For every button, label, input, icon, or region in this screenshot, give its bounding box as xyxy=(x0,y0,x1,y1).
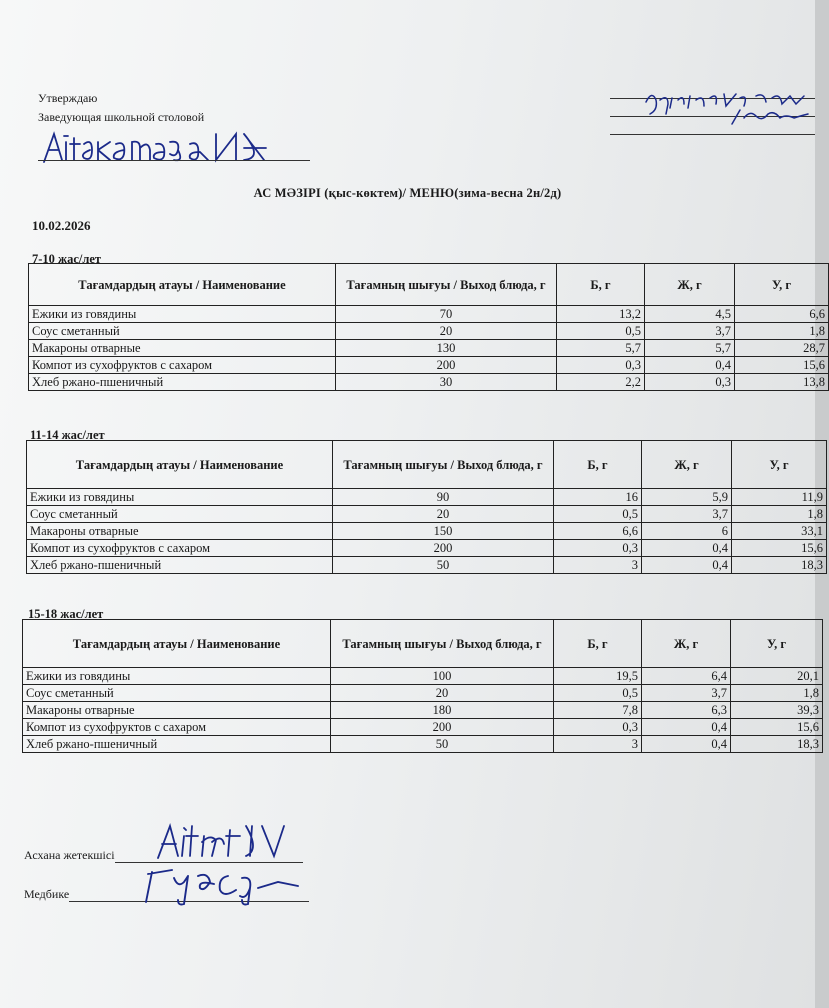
col-header-protein: Б, г xyxy=(554,620,642,668)
dish-name: Компот из сухофруктов с сахаром xyxy=(23,719,331,736)
approver-signature xyxy=(40,128,315,168)
menu-table-11-14 xyxy=(26,440,827,574)
dish-fat: 3,7 xyxy=(645,323,735,340)
dish-fat: 3,7 xyxy=(642,685,731,702)
dish-protein: 6,6 xyxy=(554,523,642,540)
dish-name: Соус сметанный xyxy=(29,323,336,340)
approval-block xyxy=(38,89,204,127)
approver-position: Заведующая школьной столовой xyxy=(38,110,205,124)
col-header-fat: Ж, г xyxy=(642,620,731,668)
dish-fat: 6,3 xyxy=(642,702,731,719)
dish-output: 200 xyxy=(331,719,554,736)
dish-protein: 0,3 xyxy=(554,540,642,557)
dish-name: Компот из сухофруктов с сахаром xyxy=(29,357,336,374)
dish-output: 20 xyxy=(336,323,557,340)
dish-carbs: 28,7 xyxy=(735,340,829,357)
table-row xyxy=(29,306,829,323)
dish-carbs: 20,1 xyxy=(731,668,823,685)
dish-output: 70 xyxy=(336,306,557,323)
dish-name: Ежики из говядины xyxy=(29,306,336,323)
dish-protein: 5,7 xyxy=(557,340,645,357)
table-row xyxy=(23,736,823,753)
dish-carbs: 15,6 xyxy=(735,357,829,374)
dish-protein: 13,2 xyxy=(557,306,645,323)
col-header-output: Тағамның шығуы / Выход блюда, г xyxy=(333,441,554,489)
dish-carbs: 11,9 xyxy=(732,489,827,506)
dish-carbs: 39,3 xyxy=(731,702,823,719)
menu-title: АС МӘЗІРІ (қыс-көктем)/ МЕНЮ(зима-весна 2н/2д) xyxy=(253,186,562,200)
dish-carbs: 15,6 xyxy=(732,540,827,557)
age-group-label: 11-14 жас/лет xyxy=(30,428,105,442)
dish-protein: 0,5 xyxy=(557,323,645,340)
col-header-output: Тағамның шығуы / Выход блюда, г xyxy=(336,264,557,306)
table-row xyxy=(27,523,827,540)
dish-name: Ежики из говядины xyxy=(23,668,331,685)
dish-name: Макароны отварные xyxy=(27,523,333,540)
menu-table-15-18 xyxy=(22,619,823,753)
col-header-carbs: У, г xyxy=(731,620,823,668)
dish-carbs: 6,6 xyxy=(735,306,829,323)
dish-protein: 0,5 xyxy=(554,685,642,702)
table-row xyxy=(27,489,827,506)
dish-output: 100 xyxy=(331,668,554,685)
table-row xyxy=(23,668,823,685)
dish-carbs: 15,6 xyxy=(731,719,823,736)
dish-output: 130 xyxy=(336,340,557,357)
dish-fat: 0,4 xyxy=(642,540,732,557)
dish-carbs: 18,3 xyxy=(732,557,827,574)
dish-fat: 5,9 xyxy=(642,489,732,506)
dish-fat: 0,4 xyxy=(645,357,735,374)
table-row xyxy=(27,540,827,557)
dish-name: Макароны отварные xyxy=(23,702,331,719)
dish-protein: 19,5 xyxy=(554,668,642,685)
dish-name: Макароны отварные xyxy=(29,340,336,357)
dish-fat: 0,4 xyxy=(642,736,731,753)
table-row xyxy=(29,357,829,374)
dish-protein: 7,8 xyxy=(554,702,642,719)
dish-name: Хлеб ржано-пшеничный xyxy=(27,557,333,574)
age-group-label: 7-10 жас/лет xyxy=(32,252,102,266)
table-header-row xyxy=(27,441,827,489)
dish-name: Хлеб ржано-пшеничный xyxy=(29,374,336,391)
dish-fat: 6 xyxy=(642,523,732,540)
dish-output: 180 xyxy=(331,702,554,719)
nurse-signature xyxy=(138,862,308,907)
dish-protein: 0,3 xyxy=(557,357,645,374)
dish-output: 50 xyxy=(331,736,554,753)
dish-fat: 0,4 xyxy=(642,557,732,574)
col-header-fat: Ж, г xyxy=(642,441,732,489)
dish-carbs: 33,1 xyxy=(732,523,827,540)
dish-protein: 3 xyxy=(554,557,642,574)
table-header-row xyxy=(29,264,829,306)
table-row xyxy=(27,506,827,523)
dish-carbs: 1,8 xyxy=(732,506,827,523)
dish-output: 90 xyxy=(333,489,554,506)
dish-output: 20 xyxy=(331,685,554,702)
dish-output: 200 xyxy=(333,540,554,557)
dish-carbs: 13,8 xyxy=(735,374,829,391)
col-header-name: Тағамдардың атауы / Наименование xyxy=(29,264,336,306)
dish-output: 50 xyxy=(333,557,554,574)
table-row xyxy=(29,340,829,357)
dish-fat: 4,5 xyxy=(645,306,735,323)
dish-fat: 3,7 xyxy=(642,506,732,523)
dish-carbs: 1,8 xyxy=(735,323,829,340)
dish-output: 30 xyxy=(336,374,557,391)
dish-fat: 0,3 xyxy=(645,374,735,391)
table-row xyxy=(23,702,823,719)
dish-name: Хлеб ржано-пшеничный xyxy=(23,736,331,753)
age-group-label: 15-18 жас/лет xyxy=(28,607,104,621)
col-header-name: Тағамдардың атауы / Наименование xyxy=(23,620,331,668)
col-header-output: Тағамның шығуы / Выход блюда, г xyxy=(331,620,554,668)
dish-protein: 3 xyxy=(554,736,642,753)
dish-fat: 5,7 xyxy=(645,340,735,357)
dish-fat: 6,4 xyxy=(642,668,731,685)
table-row xyxy=(29,323,829,340)
dish-carbs: 18,3 xyxy=(731,736,823,753)
dish-fat: 0,4 xyxy=(642,719,731,736)
dish-protein: 0,3 xyxy=(554,719,642,736)
col-header-protein: Б, г xyxy=(554,441,642,489)
dish-protein: 16 xyxy=(554,489,642,506)
menu-date: 10.02.2026 xyxy=(32,218,91,233)
table-row xyxy=(23,719,823,736)
menu-table-7-10 xyxy=(28,263,829,391)
dish-protein: 2,2 xyxy=(557,374,645,391)
dish-name: Компот из сухофруктов с сахаром xyxy=(27,540,333,557)
col-header-fat: Ж, г xyxy=(645,264,735,306)
nurse-label: Медбике xyxy=(24,887,70,901)
table-row xyxy=(29,374,829,391)
dish-output: 150 xyxy=(333,523,554,540)
cook-signature xyxy=(150,820,300,865)
col-header-name: Тағамдардың атауы / Наименование xyxy=(27,441,333,489)
dish-output: 200 xyxy=(336,357,557,374)
table-header-row xyxy=(23,620,823,668)
approver-signature-line xyxy=(38,160,310,161)
cook-label: Асхана жетекшісі xyxy=(24,848,115,862)
dish-name: Ежики из говядины xyxy=(27,489,333,506)
director-signature xyxy=(640,84,815,129)
table-row xyxy=(23,685,823,702)
dish-name: Соус сметанный xyxy=(23,685,331,702)
table-row xyxy=(27,557,827,574)
approval-label: Утверждаю xyxy=(38,91,98,105)
col-header-carbs: У, г xyxy=(732,441,827,489)
col-header-protein: Б, г xyxy=(557,264,645,306)
dish-carbs: 1,8 xyxy=(731,685,823,702)
dish-name: Соус сметанный xyxy=(27,506,333,523)
col-header-carbs: У, г xyxy=(735,264,829,306)
dish-output: 20 xyxy=(333,506,554,523)
dish-protein: 0,5 xyxy=(554,506,642,523)
